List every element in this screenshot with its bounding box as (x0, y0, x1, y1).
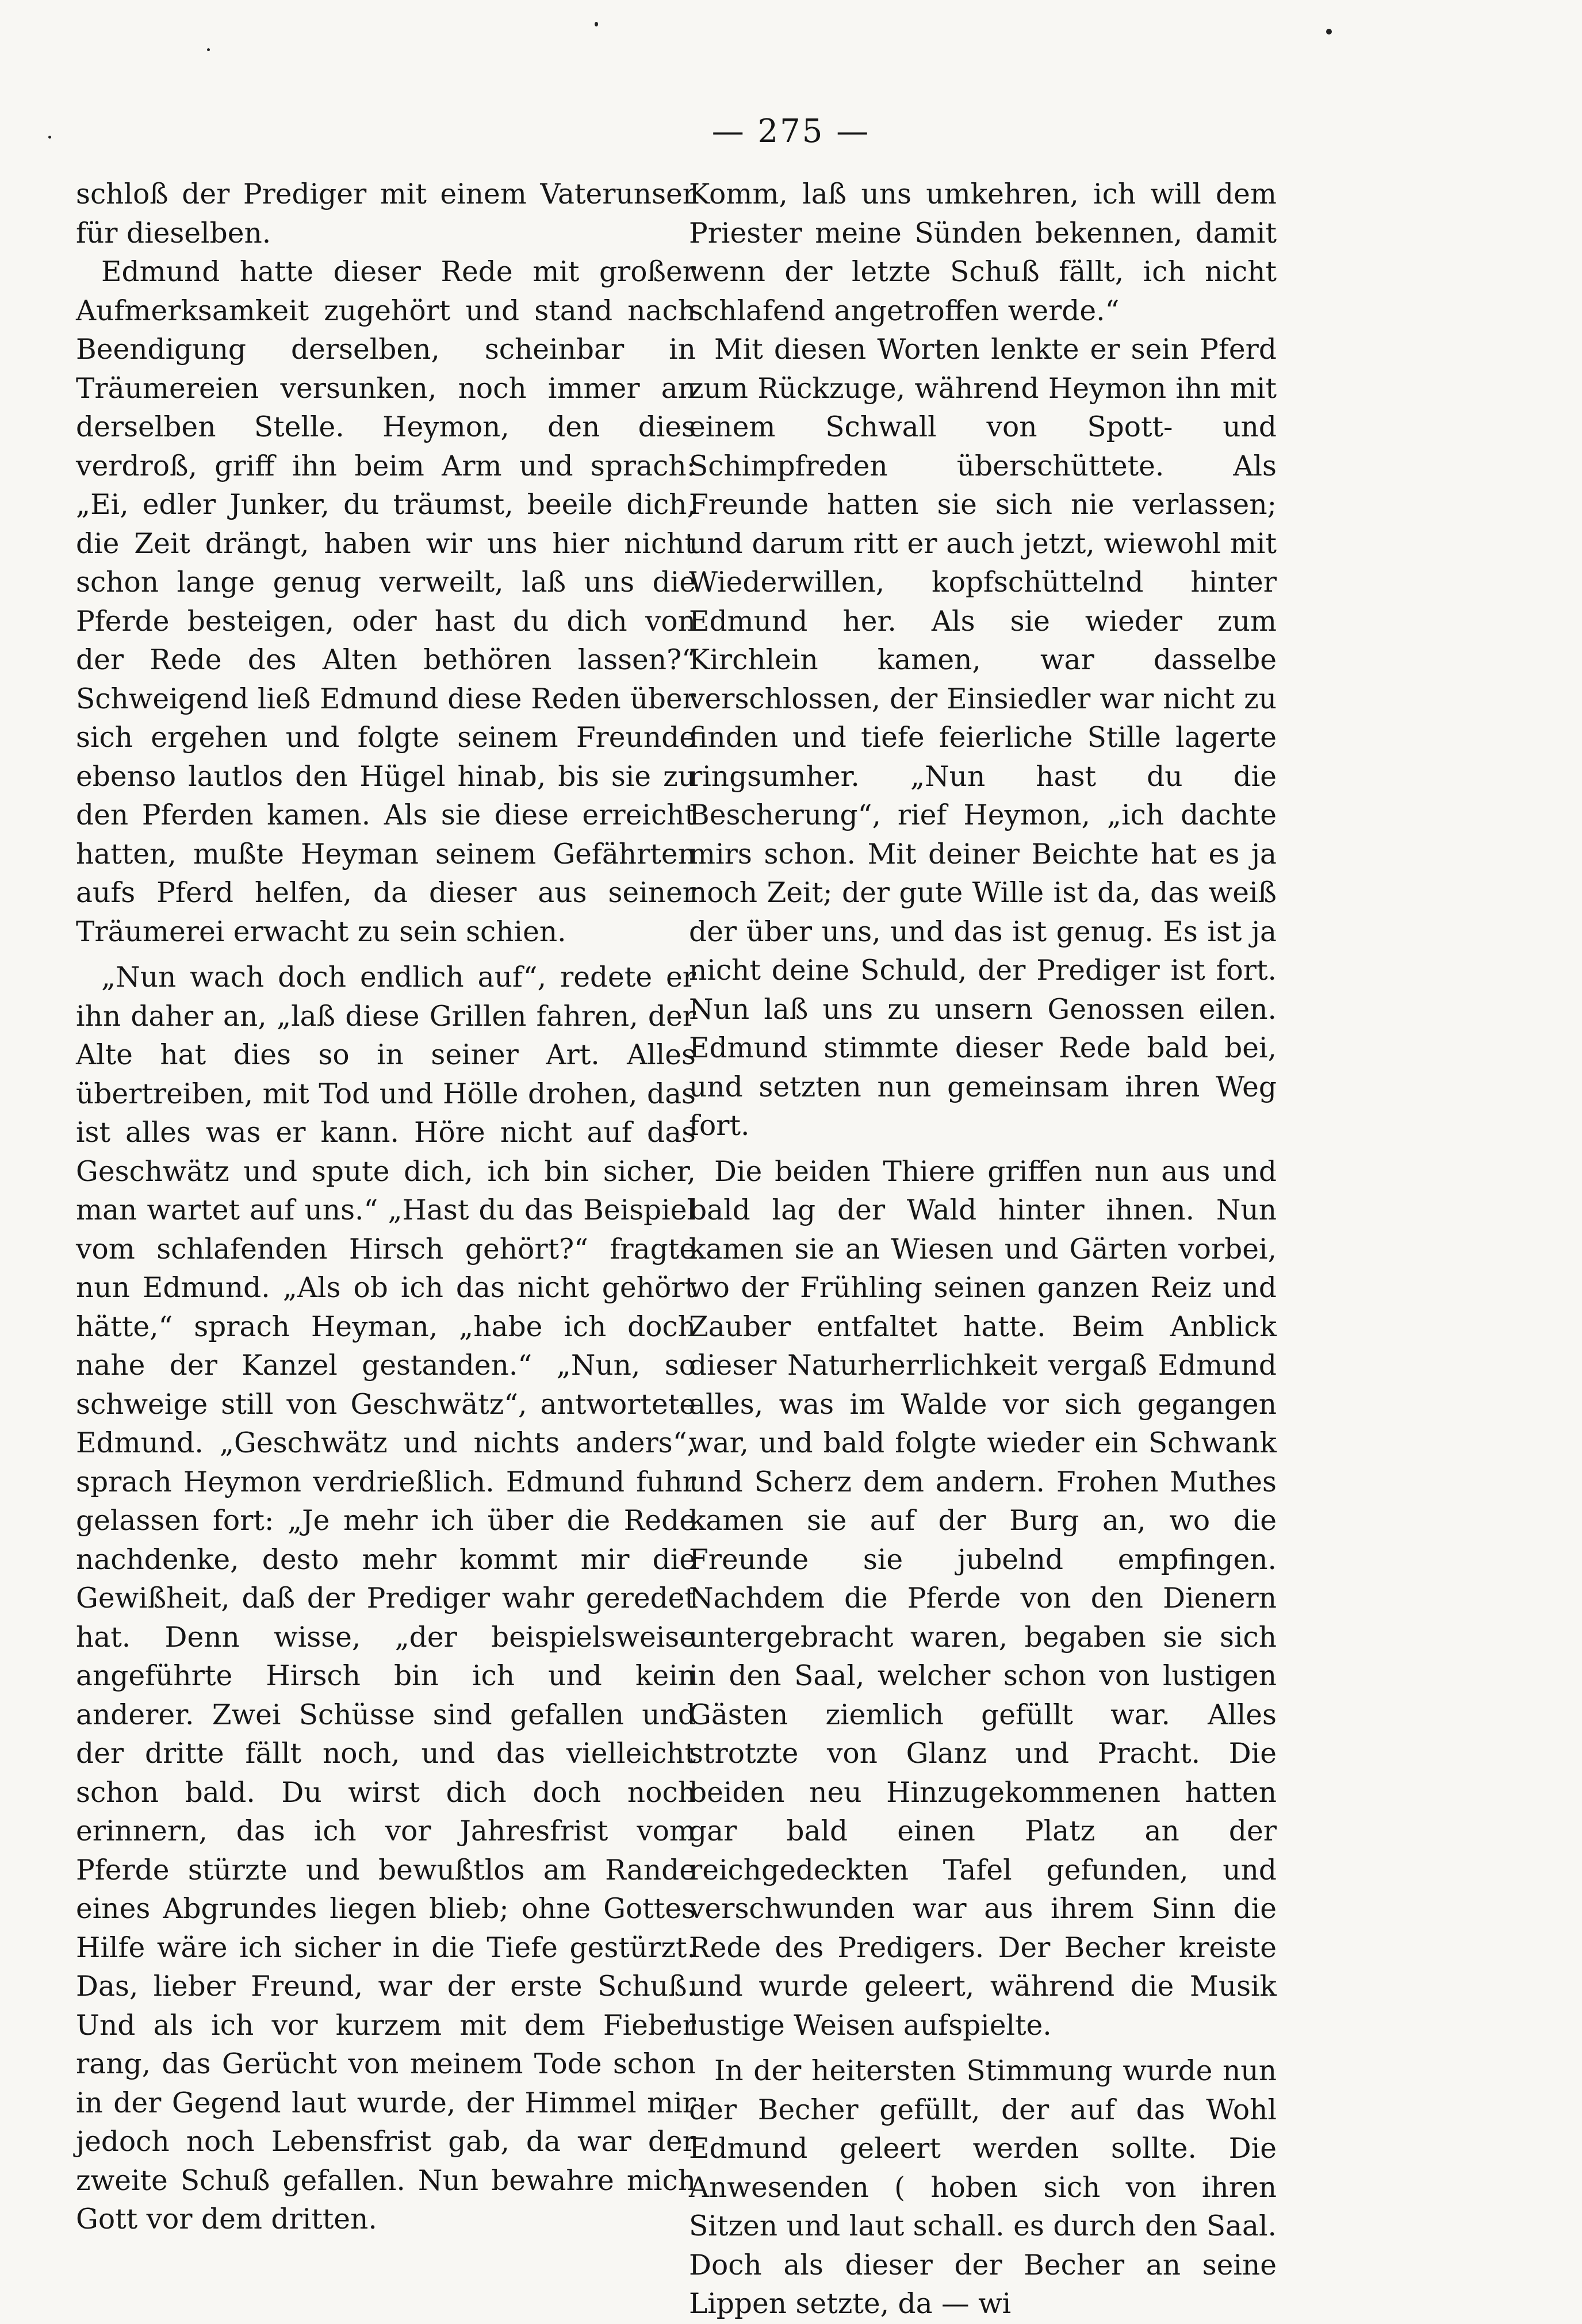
paragraph: Mit diesen Worten lenkte er sein Pferd zum Rückzuge, während Heymon ihn mit einem Schwall von Spott- und Schimpfreden überschüttete. Als Freunde hatten sie sich nie verlassen; und darum ritt er auch jetzt, wiewohl mit Wiederwillen, kopfschüttelnd hinter Edmund her. Als sie wieder zum Kirchlein kamen, war dasselbe verschlossen, der Einsiedler war nicht zu finden und tiefe feierliche Stille lagerte ringsumher. „Nun hast du die Bescherung“, rief Heymon, „ich dachte mirs schon. Mit deiner Beichte hat es ja noch Zeit; der gute Wille ist da, das weiß der über uns, und das ist genug. Es ist ja nicht deine Schuld, der Prediger ist fort. Nun laß uns zu unsern Genossen eilen. Edmund stimmte dieser Rede bald bei, und setzten nun gemeinsam ihren Weg fort. (689, 333, 1277, 1142)
paragraph: Edmund hatte dieser Rede mit großer Aufmerksamkeit zugehört und stand nach Beendigung derselben, scheinbar in Träumereien versunken, noch immer an derselben Stelle. Heymon, den dies verdroß, griff ihn beim Arm und sprach: „Ei, edler Junker, du träumst, beeile dich, die Zeit drängt, haben wir uns hier nicht schon lange genug verweilt, laß uns die Pferde besteigen, oder hast du dich von der Rede des Alten bethören lassen?“ Schweigend ließ Edmund diese Reden über sich ergehen und folgte seinem Freunde ebenso lautlos den Hügel hinab, bis sie zu den Pferden kamen. Als sie diese erreicht hatten, mußte Heyman seinem Gefährten aufs Pferd helfen, da dieser aus seiner Träumerei erwacht zu sein schien. (76, 256, 696, 948)
print-speck (1326, 29, 1332, 34)
right-column (689, 175, 1277, 2324)
paragraph: Komm, laß uns umkehren, ich will dem Priester meine Sünden bekennen, damit wenn der letzte Schuß fällt, ich nicht schlafend angetroffen werde.“ (689, 178, 1277, 327)
paragraph: In der heitersten Stimmung wurde nun der Becher gefüllt, der auf das Wohl Edmund geleert werden sollte. Die Anwesenden ( hoben sich von ihren Sitzen und laut schall. es durch den Saal. Doch als dieser der Becher an seine Lippen setzte, da — wi (689, 2055, 1277, 2320)
paragraph: „Nun wach doch endlich auf“, redete er ihn daher an, „laß diese Grillen fahren, der Alte hat dies so in seiner Art. Alles übertreiben, mit Tod und Hölle drohen, das ist alles was er kann. Höre nicht auf das Geschwätz und spute dich, ich bin sicher, man wartet auf uns.“ „Hast du das Beispiel vom schlafenden Hirsch gehört?“ fragte nun Edmund. „Als ob ich das nicht gehört hätte,“ sprach Heyman, „habe ich doch nahe der Kanzel gestanden.“ „Nun, so schweige still von Geschwätz“, antwortete Edmund. „Geschwätz und nichts anders“, sprach Heymon verdrießlich. Edmund fuhr gelassen fort: „Je mehr ich über die Rede nachdenke, desto mehr kommt mir die Gewißheit, daß der Prediger wahr geredet hat. Denn wisse, „der beispielsweise angeführte Hirsch bin ich und kein anderer. Zwei Schüsse sind gefallen und der dritte fällt noch, und das vielleicht schon bald. Du wirst dich doch noch erinnern, das ich vor Jahresfrist vom Pferde stürzte und bewußtlos am Rande eines Abgrundes liegen blieb; ohne Gottes Hilfe wäre ich sicher in die Tiefe gestürzt. Das, lieber Freund, war der erste Schuß. Und als ich vor kurzem mit dem Fieber rang, das Gerücht von meinem Tode schon in der Gegend laut wurde, der Himmel mir jedoch noch Lebensfrist gab, da war der zweite Schuß gefallen. Nun bewahre mich Gott vor dem dritten. (76, 961, 696, 2235)
print-speck (595, 22, 598, 26)
page-number: — 275 — (711, 113, 871, 150)
paragraph: Die beiden Thiere griffen nun aus und bald lag der Wald hinter ihnen. Nun kamen sie an Wiesen und Gärten vorbei, wo der Frühling seinen ganzen Reiz und Zauber entfaltet hatte. Beim Anblick dieser Naturherrlichkeit vergaß Edmund alles, was im Walde vor sich gegangen war, und bald folgte wieder ein Schwank und Scherz dem andern. Frohen Muthes kamen sie auf der Burg an, wo die Freunde sie jubelnd empfingen. Nachdem die Pferde von den Dienern untergebracht waren, begaben sie sich in den Saal, welcher schon von lustigen Gästen ziemlich gefüllt war. Alles strotzte von Glanz und Pracht. Die beiden neu Hinzugekommenen hatten gar bald einen Platz an der reichgedeckten Tafel gefunden, und verschwunden war aus ihrem Sinn die Rede des Predigers. Der Becher kreiste und wurde geleert, während die Musik lustige Weisen aufspielte. (689, 1155, 1277, 2042)
paragraph: schloß der Prediger mit einem Vaterunser für dieselben. (76, 178, 696, 250)
print-speck (207, 48, 210, 51)
left-column (76, 175, 696, 2239)
